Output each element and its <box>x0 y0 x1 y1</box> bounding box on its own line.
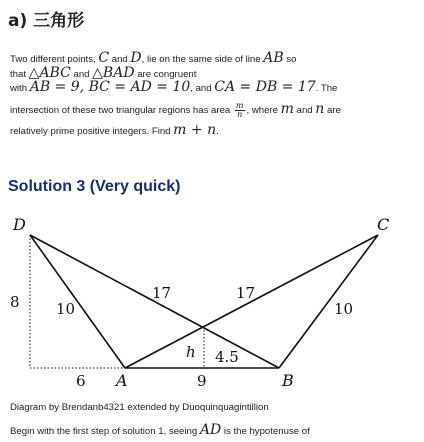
geometry-diagram <box>0 204 424 400</box>
problem-line-5 <box>10 121 418 139</box>
edge-label-4-5: 4.5 <box>215 348 239 366</box>
text-segment: and <box>109 54 131 65</box>
math-ad: AD <box>199 422 222 438</box>
vertex-label-c: C <box>377 215 390 234</box>
problem-line-1 <box>10 52 418 67</box>
segment-d-a <box>30 235 125 368</box>
text-segment: that <box>10 68 29 80</box>
math-m: m <box>280 100 294 117</box>
text-segment: and <box>293 104 316 116</box>
vertex-label-a: A <box>116 371 128 390</box>
math-c: C <box>98 50 110 66</box>
edge-label-10-left: 10 <box>56 300 76 318</box>
solution-title: Solution 3 (Very quick) <box>8 178 181 195</box>
text-segment: Two different points, <box>10 54 99 65</box>
edge-label-17-right: 17 <box>236 284 256 302</box>
math-ab: AB <box>263 50 284 66</box>
segment-c-b <box>279 235 378 368</box>
edge-label-8: 8 <box>10 293 20 311</box>
text-segment: , and <box>190 83 215 95</box>
edge-label-10-right: 10 <box>334 300 354 318</box>
text-segment: . The <box>315 83 338 95</box>
fraction-m-over-n <box>235 102 245 119</box>
text-segment: and <box>70 68 93 80</box>
math-triangle-bad: △BAD <box>92 64 135 81</box>
section-heading: a) 三角形 <box>8 11 85 31</box>
edge-label-17-left: 17 <box>152 284 172 302</box>
text-segment: so <box>283 54 297 65</box>
math-d: D <box>130 50 142 66</box>
edge-label-6: 6 <box>76 372 86 390</box>
edge-label-9: 9 <box>197 372 207 390</box>
vertex-label-d: D <box>13 215 26 234</box>
text-segment: , lie on the same side of line <box>141 54 264 65</box>
text-segment: intersection of these two triangular regions has area <box>10 104 233 116</box>
math-equation-1: AB = 9, BC = AD = 10 <box>29 79 191 96</box>
text-segment: is the hypotenuse of <box>221 426 310 437</box>
problem-line-4 <box>10 102 418 119</box>
text-segment: Begin with the first step of solution 1, seeing <box>10 426 200 437</box>
edge-label-h: h <box>186 343 196 361</box>
text-segment: relatively prime positive integers. Find <box>10 125 174 137</box>
text-segment: , where <box>246 104 281 116</box>
solution-text-start <box>10 422 310 438</box>
fraction-denominator: n <box>237 109 243 119</box>
math-n: n <box>315 100 325 117</box>
text-segment: are <box>324 104 341 116</box>
math-m-plus-n: m + n <box>173 121 217 138</box>
text-segment: . <box>216 125 219 137</box>
text-segment: are congruent <box>134 68 197 80</box>
math-equation-2: CA = DB = 17 <box>214 79 316 96</box>
fraction-numerator: m <box>235 100 244 110</box>
problem-line-3 <box>10 81 418 96</box>
diagram-caption: Diagram by Brendanb4321 extended by Duoquinquagintillion <box>10 402 269 413</box>
problem-statement <box>10 52 418 138</box>
vertex-label-b: B <box>282 371 294 390</box>
text-segment: with <box>10 83 30 95</box>
math-triangle-abc: △ABC <box>28 64 71 81</box>
